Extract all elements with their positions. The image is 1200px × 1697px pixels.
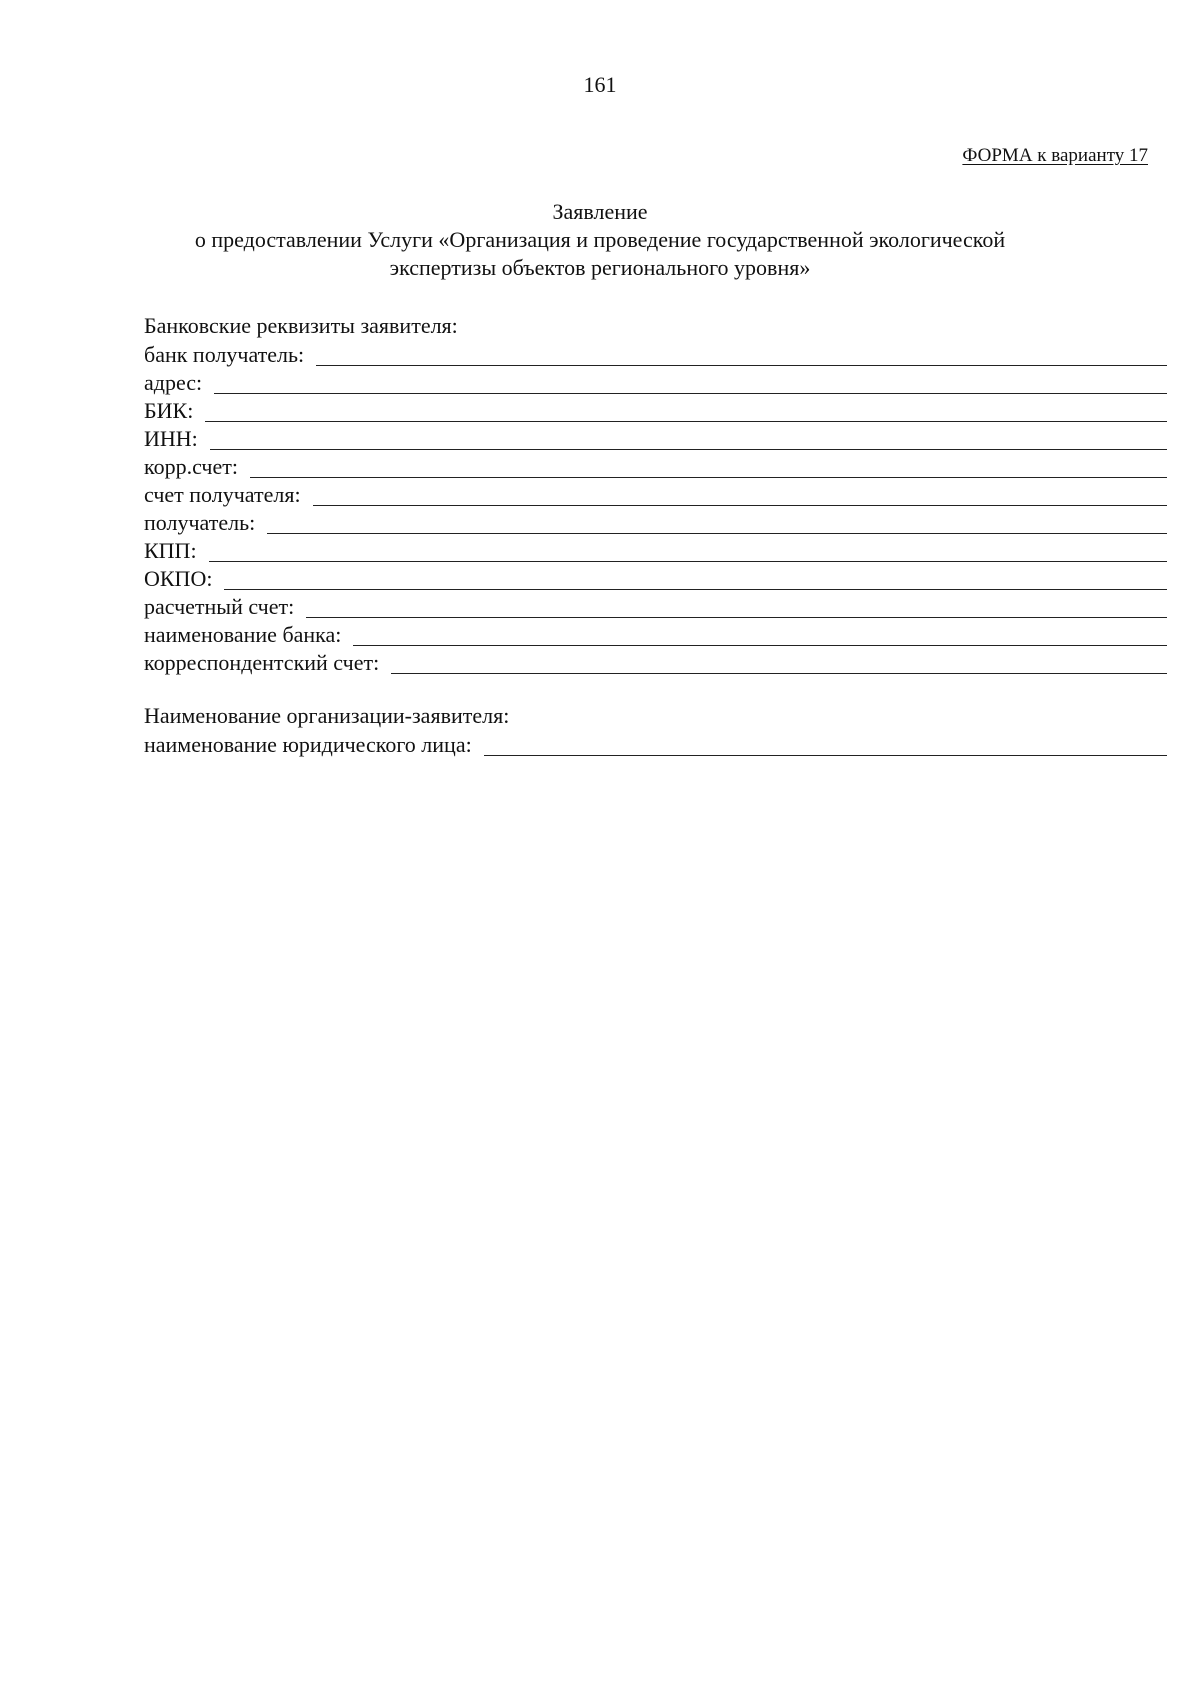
- field-label-recipient-account: счет получателя:: [144, 482, 301, 507]
- field-row-corr-account: [144, 452, 1167, 480]
- recipient-input[interactable]: [267, 511, 1167, 534]
- field-row-kpp: [144, 536, 1167, 564]
- title-line-2: экспертизы объектов регионального уровня»: [389, 255, 811, 280]
- field-label-bank-recipient: банк получатель:: [144, 342, 305, 367]
- inn-input[interactable]: [210, 427, 1167, 450]
- field-label-bank-name: наименование банка:: [144, 622, 342, 647]
- field-label-okpo: ОКПО:: [144, 566, 213, 591]
- bank-details-heading: Банковские реквизиты заявителя:: [144, 313, 458, 338]
- field-row-recipient: [144, 508, 1167, 536]
- field-row-bank-recipient: [144, 340, 1167, 368]
- field-label-legal-entity-name: наименование юридического лица:: [144, 732, 472, 757]
- settlement-account-input[interactable]: [306, 595, 1167, 618]
- organization-section: [144, 702, 1167, 758]
- field-row-bik: [144, 396, 1167, 424]
- correspondent-account-input[interactable]: [391, 651, 1167, 674]
- field-row-address: [144, 368, 1167, 396]
- field-row-inn: [144, 424, 1167, 452]
- corr-account-input[interactable]: [250, 455, 1167, 478]
- page-number: 161: [583, 72, 617, 97]
- bank-recipient-input[interactable]: [316, 343, 1167, 366]
- bank-details-section: [144, 312, 1167, 676]
- field-row-bank-name: [144, 620, 1167, 648]
- organization-heading: Наименование организации-заявителя:: [144, 703, 510, 728]
- field-row-correspondent-account: [144, 648, 1167, 676]
- address-input[interactable]: [214, 371, 1167, 394]
- kpp-input[interactable]: [209, 539, 1167, 562]
- field-label-bik: БИК:: [144, 398, 194, 423]
- field-row-legal-entity-name: [144, 730, 1167, 758]
- title-line-1: о предоставлении Услуги «Организация и проведение государственной экологической: [194, 227, 1006, 252]
- title-heading: Заявление: [552, 199, 648, 224]
- field-label-correspondent-account: корреспондентский счет:: [144, 650, 380, 675]
- field-row-okpo: [144, 564, 1167, 592]
- form-reference: ФОРМА к варианту 17: [962, 145, 1148, 166]
- legal-entity-name-input[interactable]: [484, 733, 1167, 756]
- field-row-recipient-account: [144, 480, 1167, 508]
- field-label-recipient: получатель:: [144, 510, 256, 535]
- field-label-address: адрес:: [144, 370, 203, 395]
- document-title: [0, 198, 1200, 282]
- field-row-settlement-account: [144, 592, 1167, 620]
- recipient-account-input[interactable]: [313, 483, 1167, 506]
- field-label-kpp: КПП:: [144, 538, 197, 563]
- bank-name-input[interactable]: [353, 623, 1167, 646]
- field-label-corr-account: корр.счет:: [144, 454, 238, 479]
- field-label-inn: ИНН:: [144, 426, 198, 451]
- okpo-input[interactable]: [224, 567, 1167, 590]
- bik-input[interactable]: [205, 399, 1167, 422]
- field-label-settlement-account: расчетный счет:: [144, 594, 295, 619]
